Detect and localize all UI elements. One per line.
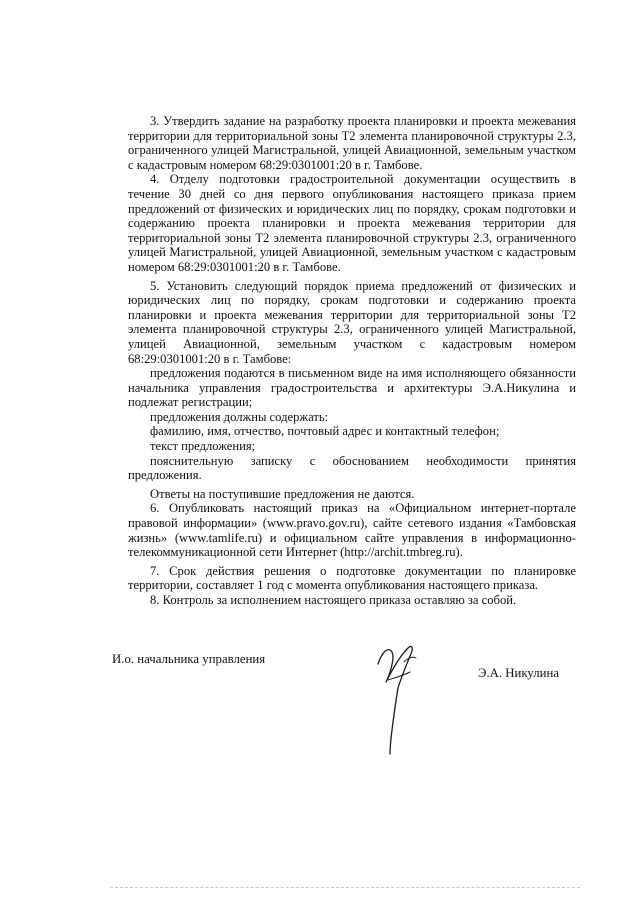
scan-edge-line [110,887,580,888]
paragraph-5-proposals-content: предложения должны содержать: [150,409,329,424]
handwritten-signature [368,622,428,762]
paragraph-5-item-note: пояснительную записку с обоснованием необходимости принятия предложения. [128,453,576,483]
paragraph-3: 3. Утвердить задание на разработку проекта планировки и проекта межевания территории для территориальной зоны Т2 элемента планировочной структуры 2.3, ограниченного улицей Магистральной, улицей Авиационной, земельным участком с кадастровым номером 68:29:0301001:20 в г. Тамбове. [128,114,576,172]
paragraph-7: 7. Срок действия решения о подготовке документации по планировке территории, составляет 1 год с момента опубликования настоящего приказа. [128,563,576,593]
paragraph-8: 8. Контроль за исполнением настоящего приказа оставляю за собой. [150,593,517,607]
signatory-name: Э.А. Никулина [478,666,560,680]
signatory-position: И.о. начальника управления [112,652,266,666]
paragraph-4: 4. Отделу подготовки градостроительной документации осуществить в течение 30 дней со дня первого опубликования настоящего приказа прием предложений от физических и юридических лиц по порядку, срокам подготовки и содержанию проекта планировки и проекта межевания территории для территориальной зоны Т2 элемента планировочной структуры 2.3, ограниченного улицей Магистральной, улицей Авиационной, земельным участком с кадастровым номером 68:29:0301001:20 в г. Тамбове. [128,172,576,274]
paragraph-5-item-name: фамилию, имя, отчество, почтовый адрес и контактный телефон; [150,424,500,439]
paragraph-6: 6. Опубликовать настоящий приказ на «Официальном интернет-портале правовой информации» (www.pravo.gov.ru), сайте сетевого издания «Тамбовская жизнь» (www.tamlife.ru) и официальном сайте управления в информационно-телекоммуникационной сети Интернет (http://archit.tmbreg.ru). [128,501,576,560]
paragraph-5-proposals-form: предложения подаются в письменном виде на имя исполняющего обязанности начальника управления градостроительства и архитектуры Э.А.Никулина и подлежат регистрации; [128,366,576,410]
order-body [128,114,576,608]
paragraph-5-item-text: текст предложения; [150,439,256,454]
paragraph-5-no-replies: Ответы на поступившие предложения не даются. [150,486,415,501]
paragraph-5: 5. Установить следующий порядок приема предложений от физических и юридических лиц по порядку, срокам подготовки и содержанию проекта планировки и проекта межевания территории для территориальной зоны Т2 элемента планировочной структуры 2.3, ограниченного улицей Магистральной, улицей Авиационной, земельным участком с кадастровым номером 68:29:0301001:20 в г. Тамбове: [128,278,576,366]
